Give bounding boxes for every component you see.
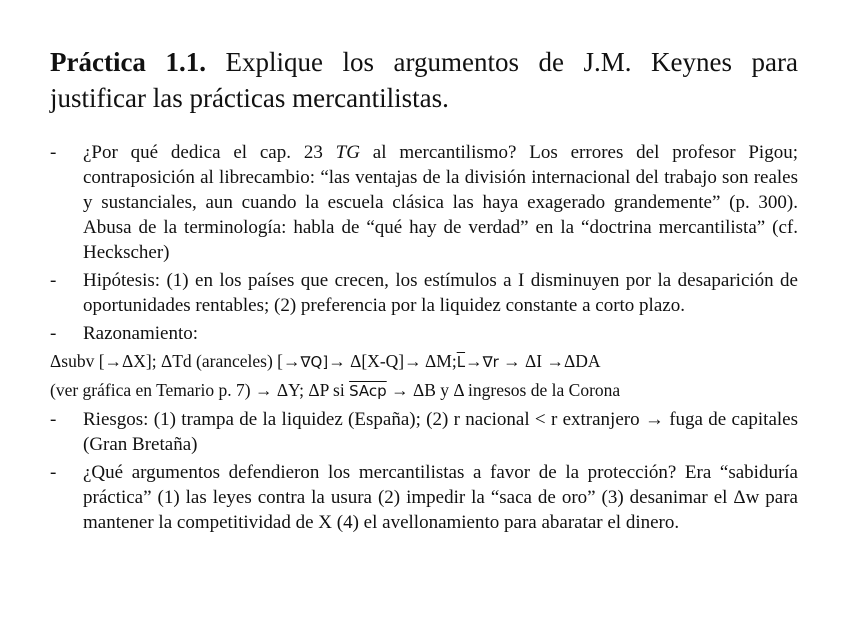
item-text: Razonamiento: bbox=[83, 323, 199, 344]
arrow-icon: → bbox=[465, 351, 483, 371]
formula-text: ∇r bbox=[482, 353, 499, 371]
list-dash: - bbox=[50, 409, 57, 430]
arrow-icon: → bbox=[328, 351, 346, 371]
item-text: ¿Qué argumentos defendieron los mercantilistas a favor de la protección? Era “sabiduría práctica” (1) las leyes contra la usura (2) impedir la “saca de oro” (3) desanimar el Δw para mantener la competitividad de X (4) el avellonamiento para abaratar el dinero. bbox=[83, 462, 798, 533]
title-bold: Práctica 1.1. bbox=[50, 47, 206, 77]
arrow-icon: → bbox=[104, 351, 123, 371]
item-text: Riesgos: (1) trampa de la liquidez (España); (2) r nacional < r extranjero → fuga de capitales (Gran Bretaña) bbox=[83, 409, 798, 455]
formula-text: ΔM; bbox=[421, 351, 457, 371]
slide-content bbox=[50, 44, 798, 538]
item-italic-tg: TG bbox=[335, 142, 360, 163]
item-text-part2: al mercantilismo? Los errores del profesor Pigou; contraposición al librecambio: “las ventajas de la división internacional del trabajo son reales y sustanciales, aun cuando la escuela clásica las haya exagerado grandemente” (p. 300). Abusa de la terminología: habla de “qué hay de verdad” en la “doctrina mercantilista” (cf. Heckscher) bbox=[83, 142, 798, 263]
list-item-riesgos bbox=[50, 407, 798, 457]
arrow-icon: → bbox=[404, 351, 422, 371]
list-item-hipotesis bbox=[50, 268, 798, 318]
formula-text: ΔY; ΔP si bbox=[272, 380, 350, 400]
formula-text: Δsubv [ bbox=[50, 351, 105, 371]
slide-title bbox=[50, 44, 798, 116]
list-item-capitulo bbox=[50, 140, 798, 265]
formula-text: ΔB y Δ ingresos de la Corona bbox=[408, 380, 621, 400]
formula-text: ΔDA bbox=[563, 351, 601, 371]
arrow-icon: → bbox=[283, 351, 301, 371]
arrow-icon: → bbox=[254, 380, 273, 400]
list-item-razonamiento bbox=[50, 321, 798, 346]
list-dash: - bbox=[50, 270, 57, 291]
title-rest: Explique los argumentos de J.M. Keynes para justificar las prácticas mercantilistas. bbox=[50, 47, 799, 113]
arrow-icon: → bbox=[546, 351, 564, 371]
formula-text: ∇Q] bbox=[300, 353, 329, 371]
list-dash: - bbox=[50, 323, 57, 344]
formula-text: ΔI bbox=[520, 351, 547, 371]
formula-line-1 bbox=[50, 349, 798, 375]
item-text: Hipótesis: (1) en los países que crecen, los estímulos a I disminuyen por la desaparición de oportunidades rentables; (2) preferencia por la liquidez constante a corto plazo. bbox=[83, 270, 798, 316]
formula-sacp: SAcp bbox=[349, 382, 387, 400]
arrow-icon: → bbox=[391, 380, 409, 400]
formula-line-2 bbox=[50, 378, 798, 404]
formula-text: Δ[X-Q] bbox=[345, 351, 405, 371]
list-item-argumentos bbox=[50, 460, 798, 535]
list-dash: - bbox=[50, 462, 57, 483]
arrow-icon: → bbox=[503, 351, 521, 371]
item-text-part1: ¿Por qué dedica el cap. 23 bbox=[83, 142, 336, 163]
formula-l-bar: $\overline{L}$ bbox=[456, 353, 466, 371]
list-dash: - bbox=[50, 142, 57, 163]
formula-text: (ver gráfica en Temario p. 7) bbox=[50, 380, 255, 400]
formula-text: ΔX]; ΔTd (aranceles) [ bbox=[122, 351, 284, 371]
